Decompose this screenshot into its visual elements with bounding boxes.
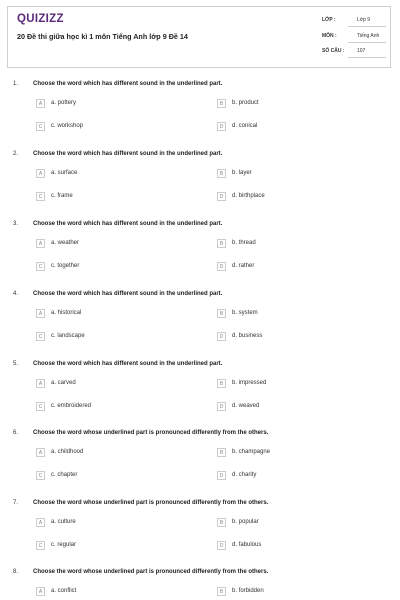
option-text: b. product bbox=[232, 100, 259, 106]
option-letter-box: B bbox=[217, 379, 226, 388]
option-letter-box: C bbox=[36, 262, 45, 271]
option-text: a. weather bbox=[51, 240, 80, 246]
option-text: b. thread bbox=[232, 240, 256, 246]
option-text: d. fabulous bbox=[232, 542, 262, 548]
meta-grade-label: LỚP : bbox=[322, 17, 336, 23]
option-letter-box: B bbox=[217, 99, 226, 108]
meta-subject-value: Tiếng Anh bbox=[357, 33, 380, 39]
option-text: a. carved bbox=[51, 380, 76, 386]
question-text: Choose the word which has different sound in the underlined part. bbox=[33, 291, 223, 297]
option-letter-box: B bbox=[217, 448, 226, 457]
option-letter-box: C bbox=[36, 192, 45, 201]
option-letter-box: A bbox=[36, 587, 45, 596]
question-6 bbox=[0, 430, 400, 490]
option-letter-box: A bbox=[36, 379, 45, 388]
option-letter-box: C bbox=[36, 541, 45, 550]
question-number: 3. bbox=[13, 221, 19, 227]
question-4 bbox=[0, 291, 400, 351]
meta-subject-label: MÔN : bbox=[322, 33, 337, 39]
option-text: a. historical bbox=[51, 310, 82, 316]
meta-count-label: SỐ CÂU : bbox=[322, 48, 345, 54]
question-5 bbox=[0, 361, 400, 421]
option-letter-box: C bbox=[36, 122, 45, 131]
question-text: Choose the word which has different sound in the underlined part. bbox=[33, 221, 223, 227]
meta-grade bbox=[322, 17, 370, 23]
option-letter-box: A bbox=[36, 448, 45, 457]
option-text: c. landscape bbox=[51, 333, 85, 339]
option-letter-box: D bbox=[217, 332, 226, 341]
question-number: 4. bbox=[13, 291, 19, 297]
option-text: c. workshop bbox=[51, 123, 84, 129]
option-letter-box: D bbox=[217, 262, 226, 271]
option-text: c. together bbox=[51, 263, 80, 269]
question-number: 1. bbox=[13, 81, 19, 87]
question-number: 6. bbox=[13, 430, 19, 436]
option-letter-box: B bbox=[217, 309, 226, 318]
worksheet-header bbox=[7, 6, 391, 68]
option-text: a. pottery bbox=[51, 100, 77, 106]
option-text: d. charity bbox=[232, 472, 257, 478]
quizizz-logo: QUIZIZZ bbox=[17, 13, 64, 25]
question-text: Choose the word which has different sound in the underlined part. bbox=[33, 151, 223, 157]
option-text: d. weaved bbox=[232, 403, 260, 409]
option-letter-box: D bbox=[217, 541, 226, 550]
option-text: c. embroidered bbox=[51, 403, 92, 409]
option-text: d. business bbox=[232, 333, 263, 339]
meta-subject bbox=[322, 33, 379, 39]
option-letter-box: A bbox=[36, 239, 45, 248]
option-letter-box: B bbox=[217, 239, 226, 248]
question-text: Choose the word which has different sound in the underlined part. bbox=[33, 361, 223, 367]
option-text: d. birthplace bbox=[232, 193, 265, 199]
meta-count-value: 107 bbox=[357, 48, 366, 54]
option-text: b. champagne bbox=[232, 449, 271, 455]
option-letter-box: D bbox=[217, 192, 226, 201]
option-text: b. forbidden bbox=[232, 588, 264, 594]
question-8 bbox=[0, 569, 400, 600]
question-text: Choose the word whose underlined part is pronounced differently from the others. bbox=[33, 430, 269, 436]
question-1 bbox=[0, 81, 400, 141]
meta-divider bbox=[348, 57, 386, 58]
option-text: b. impressed bbox=[232, 380, 267, 386]
option-text: b. system bbox=[232, 310, 258, 316]
option-text: c. regular bbox=[51, 542, 77, 548]
meta-grade-value: Lớp 9 bbox=[357, 17, 371, 23]
question-number: 2. bbox=[13, 151, 19, 157]
option-text: d. rather bbox=[232, 263, 255, 269]
option-letter-box: D bbox=[217, 402, 226, 411]
question-3 bbox=[0, 221, 400, 281]
question-text: Choose the word whose underlined part is pronounced differently from the others. bbox=[33, 500, 269, 506]
question-text: Choose the word which has different sound in the underlined part. bbox=[33, 81, 223, 87]
option-text: d. conical bbox=[232, 123, 258, 129]
question-text: Choose the word whose underlined part is pronounced differently from the others. bbox=[33, 569, 269, 575]
option-text: b. layer bbox=[232, 170, 252, 176]
option-letter-box: C bbox=[36, 471, 45, 480]
question-number: 7. bbox=[13, 500, 19, 506]
option-letter-box: A bbox=[36, 518, 45, 527]
meta-divider bbox=[348, 42, 386, 43]
option-text: c. frame bbox=[51, 193, 73, 199]
question-number: 5. bbox=[13, 361, 19, 367]
option-text: a. surface bbox=[51, 170, 78, 176]
option-letter-box: D bbox=[217, 122, 226, 131]
option-text: a. conflict bbox=[51, 588, 77, 594]
worksheet-title: 20 Đề thi giữa học kì 1 môn Tiếng Anh lớp 9 Đề 14 bbox=[17, 32, 188, 41]
option-letter-box: A bbox=[36, 309, 45, 318]
option-letter-box: C bbox=[36, 332, 45, 341]
option-text: c. chapter bbox=[51, 472, 78, 478]
option-letter-box: B bbox=[217, 518, 226, 527]
option-letter-box: C bbox=[36, 402, 45, 411]
option-letter-box: A bbox=[36, 99, 45, 108]
option-letter-box: B bbox=[217, 169, 226, 178]
option-letter-box: D bbox=[217, 471, 226, 480]
question-number: 8. bbox=[13, 569, 19, 575]
option-text: a. culture bbox=[51, 519, 76, 525]
question-2 bbox=[0, 151, 400, 211]
meta-count bbox=[322, 48, 365, 54]
option-text: a. childhood bbox=[51, 449, 84, 455]
meta-divider bbox=[348, 26, 386, 27]
option-letter-box: A bbox=[36, 169, 45, 178]
option-text: b. popular bbox=[232, 519, 259, 525]
option-letter-box: B bbox=[217, 587, 226, 596]
question-7 bbox=[0, 500, 400, 560]
